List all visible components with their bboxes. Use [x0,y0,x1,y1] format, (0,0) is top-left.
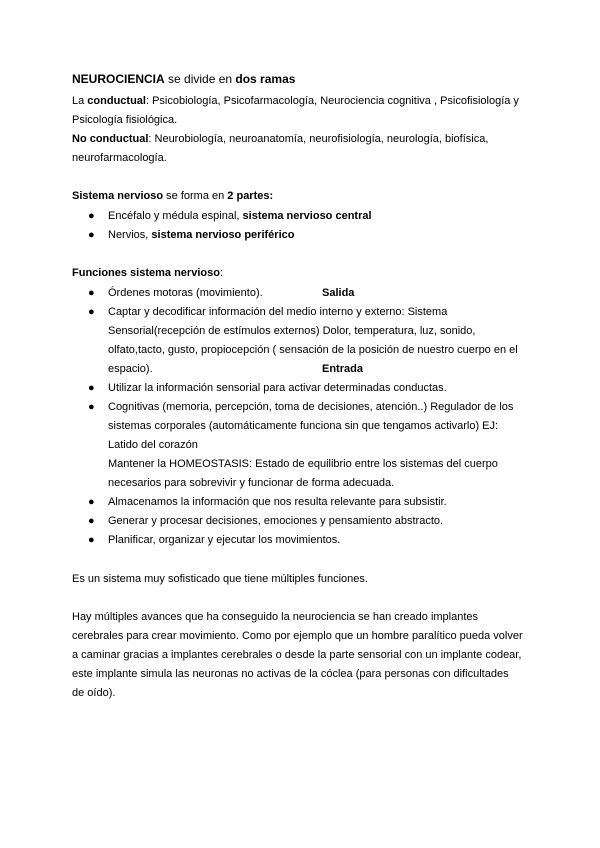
no-conductual-bold: No conductual [72,133,149,145]
list-item [108,228,294,242]
sistema-bold-1: Sistema nervioso [72,190,164,202]
bullet-icon: ● [88,382,95,394]
bullet-icon: ● [88,515,95,527]
funciones-title: Funciones sistema nervioso [72,267,220,279]
bullet-icon: ● [88,401,95,413]
avances-line: cerebrales para crear movimiento. Como por ejemplo que un hombre paralítico pueda volver [72,630,523,642]
list-item: Utilizar la información sensorial para activar determinadas conductas. [108,382,447,394]
bullet-icon: ● [88,210,95,222]
conductual-pre: La [72,95,88,107]
list-item-line: Captar y decodificar información del medio interno y externo: Sistema [108,306,448,318]
list-item-line: sistemas corporales (automáticamente funciona sin que tengamos activarlo) EJ: [108,420,499,432]
list-item: Generar y procesar decisiones, emociones y pensamiento abstracto. [108,515,444,527]
funciones-heading [72,266,223,280]
avances-line: Hay múltiples avances que ha conseguido la neurociencia se han creado implantes [72,611,479,623]
list-item-line: Sensorial(recepción de estímulos externos) Dolor, temperatura, luz, sonido, [108,325,476,337]
list-item-line: Latido del corazón [108,439,198,451]
sistema-mid: se forma en [163,190,228,202]
avances-line: de oído). [72,687,116,699]
conductual-line-2: Psicología fisiológica. [72,114,178,126]
entrada-label: Entrada [322,363,363,375]
item-bold: sistema nervioso periférico [151,229,295,241]
list-item-line: Cognitivas (memoria, percepción, toma de decisiones, atención..) Regulador de los [108,401,514,413]
item-bold: sistema nervioso central [242,210,372,222]
summary-paragraph: Es un sistema muy sofisticado que tiene múltiples funciones. [72,573,368,585]
no-conductual-line [72,132,488,146]
heading-end: dos ramas [235,72,296,86]
bullet-icon: ● [88,534,95,546]
list-item-line: olfato,tacto, gusto, propiocepción ( sensación de la posición de nuestro cuerpo en el [108,344,518,356]
conductual-bold: conductual [87,95,146,107]
list-item-line: espacio). [108,363,153,375]
heading-title: NEUROCIENCIA [72,72,165,86]
list-item: Almacenamos la información que nos resulta relevante para subsistir. [108,496,447,508]
list-item [108,209,372,223]
salida-label: Salida [322,287,355,299]
conductual-rest: : Psicobiología, Psicofarmacología, Neurociencia cognitiva , Psicofisiología y [145,95,519,107]
bullet-icon: ● [88,287,95,299]
item-pre: Nervios, [108,229,152,241]
list-item-line: Mantener la HOMEOSTASIS: Estado de equilibrio entre los sistemas del cuerpo [108,458,498,470]
funciones-colon: : [219,267,223,279]
avances-line: a caminar gracias a implantes cerebrales o desde la parte sensorial con un implante codear, [72,649,522,661]
list-item: Planificar, organizar y ejecutar los movimientos. [108,534,341,546]
item-pre: Encéfalo y médula espinal, [108,210,243,222]
bullet-icon: ● [88,496,95,508]
no-conductual-rest: : Neurobiología, neuroanatomía, neurofisiología, neurología, biofísica, [148,133,489,145]
sistema-heading [72,189,273,203]
heading-mid: se divide en [164,72,236,86]
list-item: Órdenes motoras (movimiento). [108,287,263,299]
sistema-bold-2: 2 partes: [227,190,274,202]
conductual-line [72,94,519,108]
heading-line [72,72,295,86]
bullet-icon: ● [88,229,95,241]
list-item-line: necesarios para sobrevivir y funcionar de forma adecuada. [108,477,395,489]
no-conductual-line-2: neurofarmacología. [72,152,167,164]
bullet-icon: ● [88,306,95,318]
avances-line: este implante simula las neuronas no activas de la cóclea (para personas con dificultades [72,668,509,680]
